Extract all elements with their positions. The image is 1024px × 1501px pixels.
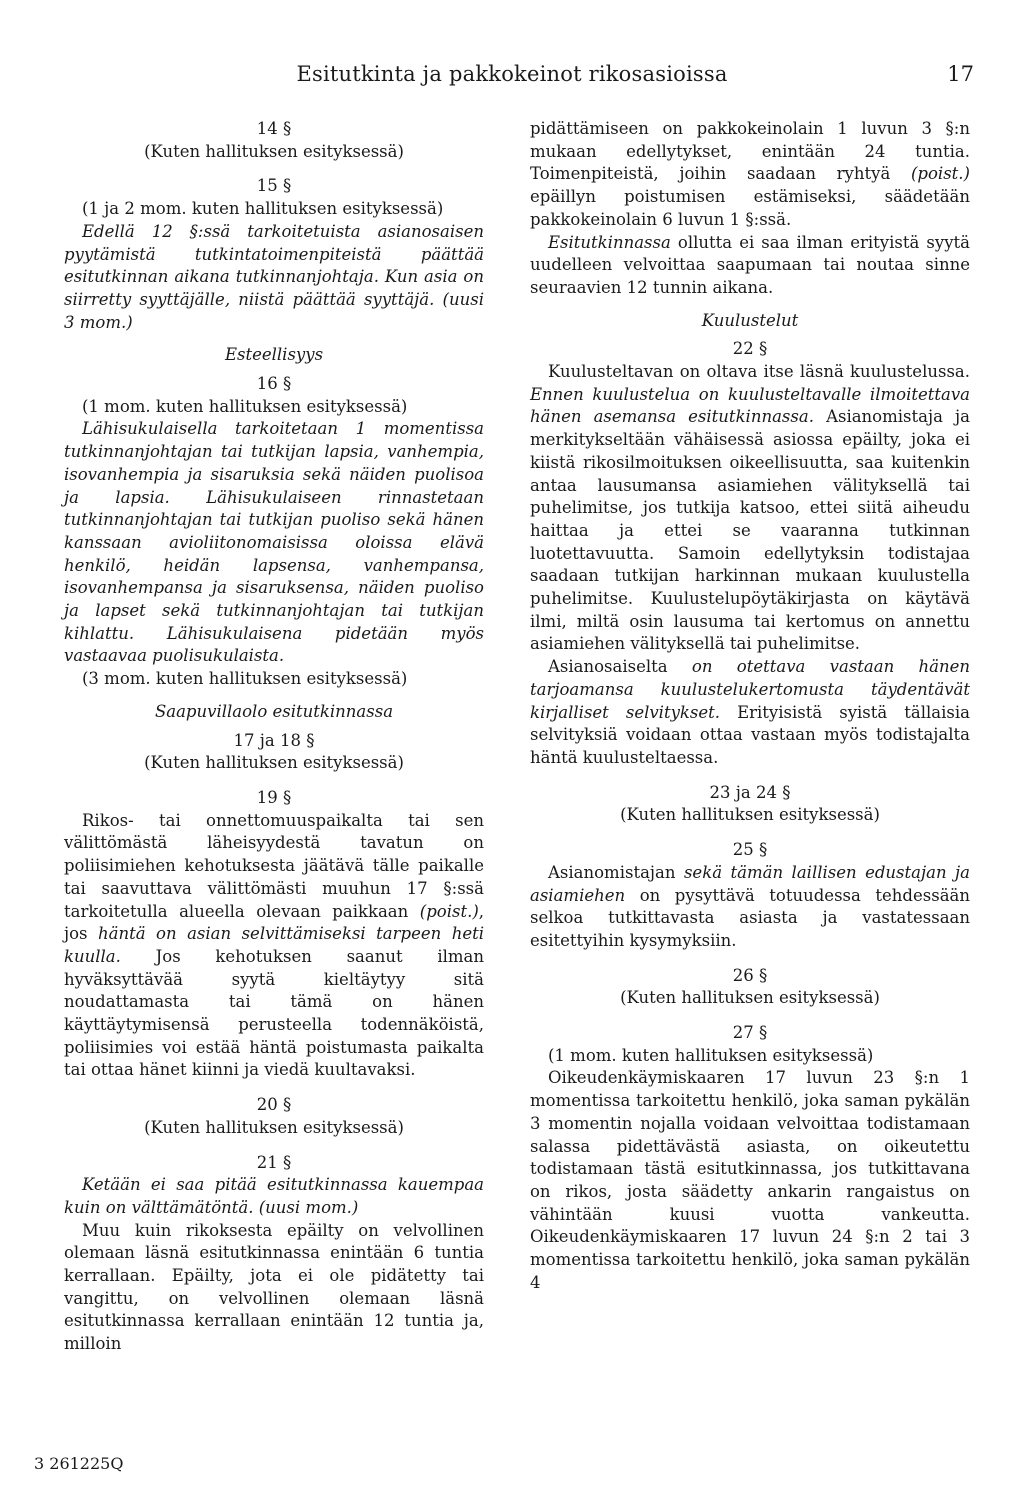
section-17-18-text: (Kuten hallituksen esityksessä) xyxy=(144,753,404,773)
section-15-text: Edellä 12 §:ssä tarkoitetuista asianosaisen pyytämistä tutkintatoimenpiteistä päättää esitutkinnan aikana tutkinnanjohtaja. Kun asia on siirretty syyttäjälle, niistä päättää syyttäjä. (uusi 3 mom.) xyxy=(64,221,484,332)
section-20-number: 20 § xyxy=(256,1095,292,1115)
section-21-italic: Ketään ei saa pitää esitutkinnassa kauempaa kuin on välttämätöntä. (uusi mom.) xyxy=(64,1175,484,1217)
section-16-number: 16 § xyxy=(256,374,292,394)
section-22-number: 22 § xyxy=(732,339,768,359)
heading-esteellisyys: Esteellisyys xyxy=(224,345,324,365)
section-21-text: Muu kuin rikoksesta epäilty on velvollinen olemaan läsnä esitutkinnassa enintään 6 tuntia kerrallaan. Epäilty, jota ei ole pidätetty tai vangittu, on velvollinen olemaan läsnä esitutkinnassa kerrallaan enintään 12 tuntia ja, milloin xyxy=(64,1220,484,1354)
section-16-text: Lähisukulaisella tarkoitetaan 1 momentissa tutkinnanjohtajan tai tutkijan lapsia, vanhempia, isovanhempia ja sisaruksia sekä näiden puolisoa ja lapsia. Lähisukulaiseen rinnastetaan tutkinnanjohtajan tai tutkijan puoliso sekä hänen kanssaan avioliitonomaisissa oloissa elävä henkilö, heidän lapsensa, vanhempansa, isovanhempansa ja sisaruksensa, näiden puoliso ja lapset sekä tutkinnanjohtajan tai tutkijan kihlattu. Lähisukulaisena pidetään myös vastaavaa puolisukulaista. xyxy=(64,419,484,666)
continued-text-2: Esitutkinnassa ollutta ei saa ilman erityistä syytä uudelleen velvoittaa saapumaan tai noutaa sinne seuraavien 12 tunnin aikana. xyxy=(530,232,970,297)
section-14-number: 14 § xyxy=(256,119,292,138)
section-21-number: 21 § xyxy=(256,1152,292,1172)
section-15-number: 15 § xyxy=(256,176,292,196)
heading-kuulustelut: Kuulustelut xyxy=(701,310,799,330)
right-column xyxy=(530,118,970,1294)
section-26-text: (Kuten hallituksen esityksessä) xyxy=(620,988,880,1008)
section-19-text: Rikos- tai onnettomuuspaikalta tai sen välittömästä läheisyydestä tavatun on poliisimiehen kehotuksesta jäätävä tälle paikalle tai saavuttava välittömästi muuhun 17 §:ssä tarkoitetulla alueella olevaan paikkaan (poist.), jos häntä on asian selvittämiseksi tarpeen heti kuulla. Jos kehotuksen saanut ilman hyväksyttävää syytä kieltäytyy sitä noudattamasta tai tämä on hänen käyttäytymisensä perusteella todennäköistä, poliisimies voi estää häntä poistumasta paikalta tai ottaa hänet kiinni ja viedä kuultavaksi. xyxy=(64,810,485,1080)
section-27-text: Oikeudenkäymiskaaren 17 luvun 23 §:n 1 momentissa tarkoitettu henkilö, joka saman pykälän 3 momentin nojalla voidaan velvoittaa todistamaan salassa pidettävästä asiasta, on oikeutettu todistamaan tästä esitutkinnassa, jos tutkittavana on rikos, josta säädetty ankarin rangaistus on vähintään kuusi vuotta vankeutta. Oikeudenkäymiskaaren 17 luvun 24 §:n 2 tai 3 momentissa tarkoitettu henkilö, joka saman pykälän 4 xyxy=(530,1068,970,1292)
section-16-tail: (3 mom. kuten hallituksen esityksessä) xyxy=(82,669,408,689)
running-title: Esitutkinta ja pakkokeinot rikosasioissa xyxy=(296,62,728,86)
section-22-text-2: Asianosaiselta on otettava vastaan hänen tarjoamansa kuulustelukertomusta täydentävät kirjalliset selvitykset. Erityisistä syistä tällaisia selvityksiä voidaan ottaa vastaan myös todistajalta häntä kuulusteltaessa. xyxy=(530,657,970,767)
page-number: 17 xyxy=(947,62,974,86)
section-19-number: 19 § xyxy=(256,787,292,807)
section-16-intro: (1 mom. kuten hallituksen esityksessä) xyxy=(82,396,408,416)
section-25-number: 25 § xyxy=(732,840,768,860)
section-26-number: 26 § xyxy=(732,965,768,985)
page-header xyxy=(0,62,1024,96)
section-15-intro: (1 ja 2 mom. kuten hallituksen esityksessä) xyxy=(82,199,444,219)
section-17-18-number: 17 ja 18 § xyxy=(233,730,315,750)
left-column xyxy=(64,118,484,1356)
section-23-24-text: (Kuten hallituksen esityksessä) xyxy=(620,805,880,825)
section-22-text: Kuulusteltavan on oltava itse läsnä kuulustelussa. Ennen kuulustelua on kuulusteltavalle ilmoitettava hänen asemansa esitutkinnassa. Asianomistaja ja merkitykseltään vähäisessä asiossa epäilty, joka ei kiistä rikosilmoituksen oikeellisuutta, saa kuitenkin antaa lausumansa asiamiehen välityksellä tai puhelimitse, jos tutkija katsoo, ettei siitä aiheudu haittaa ja ettei se vaaranna tutkinnan luotettavuutta. Samoin edellytyksin todistajaa saadaan tutkijan harkinnan mukaan kuulustella puhelimitse. Kuulustelupöytäkirjasta on käytävä ilmi, miltä osin lausuma tai kertomus on annettu asiamiehen välityksellä tai puhelimitse. xyxy=(530,362,970,654)
heading-saapuvillaolo: Saapuvillaolo esitutkinnassa xyxy=(154,701,394,721)
continued-text: pidättämiseen on pakkokeinolain 1 luvun 3 §:n mukaan edellytykset, enintään 24 tuntia. Toimenpiteistä, joihin saadaan ryhtyä (poist.) epäillyn poistumisen estämiseksi, säädetään pakkokeinolain 6 luvun 1 §:ssä. xyxy=(530,119,970,229)
section-27-intro: (1 mom. kuten hallituksen esityksessä) xyxy=(548,1045,874,1065)
print-code: 3 261225Q xyxy=(34,1454,124,1473)
section-20-text: (Kuten hallituksen esityksessä) xyxy=(144,1117,404,1137)
section-23-24-number: 23 ja 24 § xyxy=(709,782,791,802)
section-14-text: (Kuten hallituksen esityksessä) xyxy=(144,141,404,161)
section-27-number: 27 § xyxy=(732,1023,768,1043)
section-25-text: Asianomistajan sekä tämän laillisen edustajan ja asiamiehen on pysyttävä totuudessa tehdessään selkoa tutkittavasta asiasta ja vastatessaan esitettyihin kysymyksiin. xyxy=(530,862,970,950)
